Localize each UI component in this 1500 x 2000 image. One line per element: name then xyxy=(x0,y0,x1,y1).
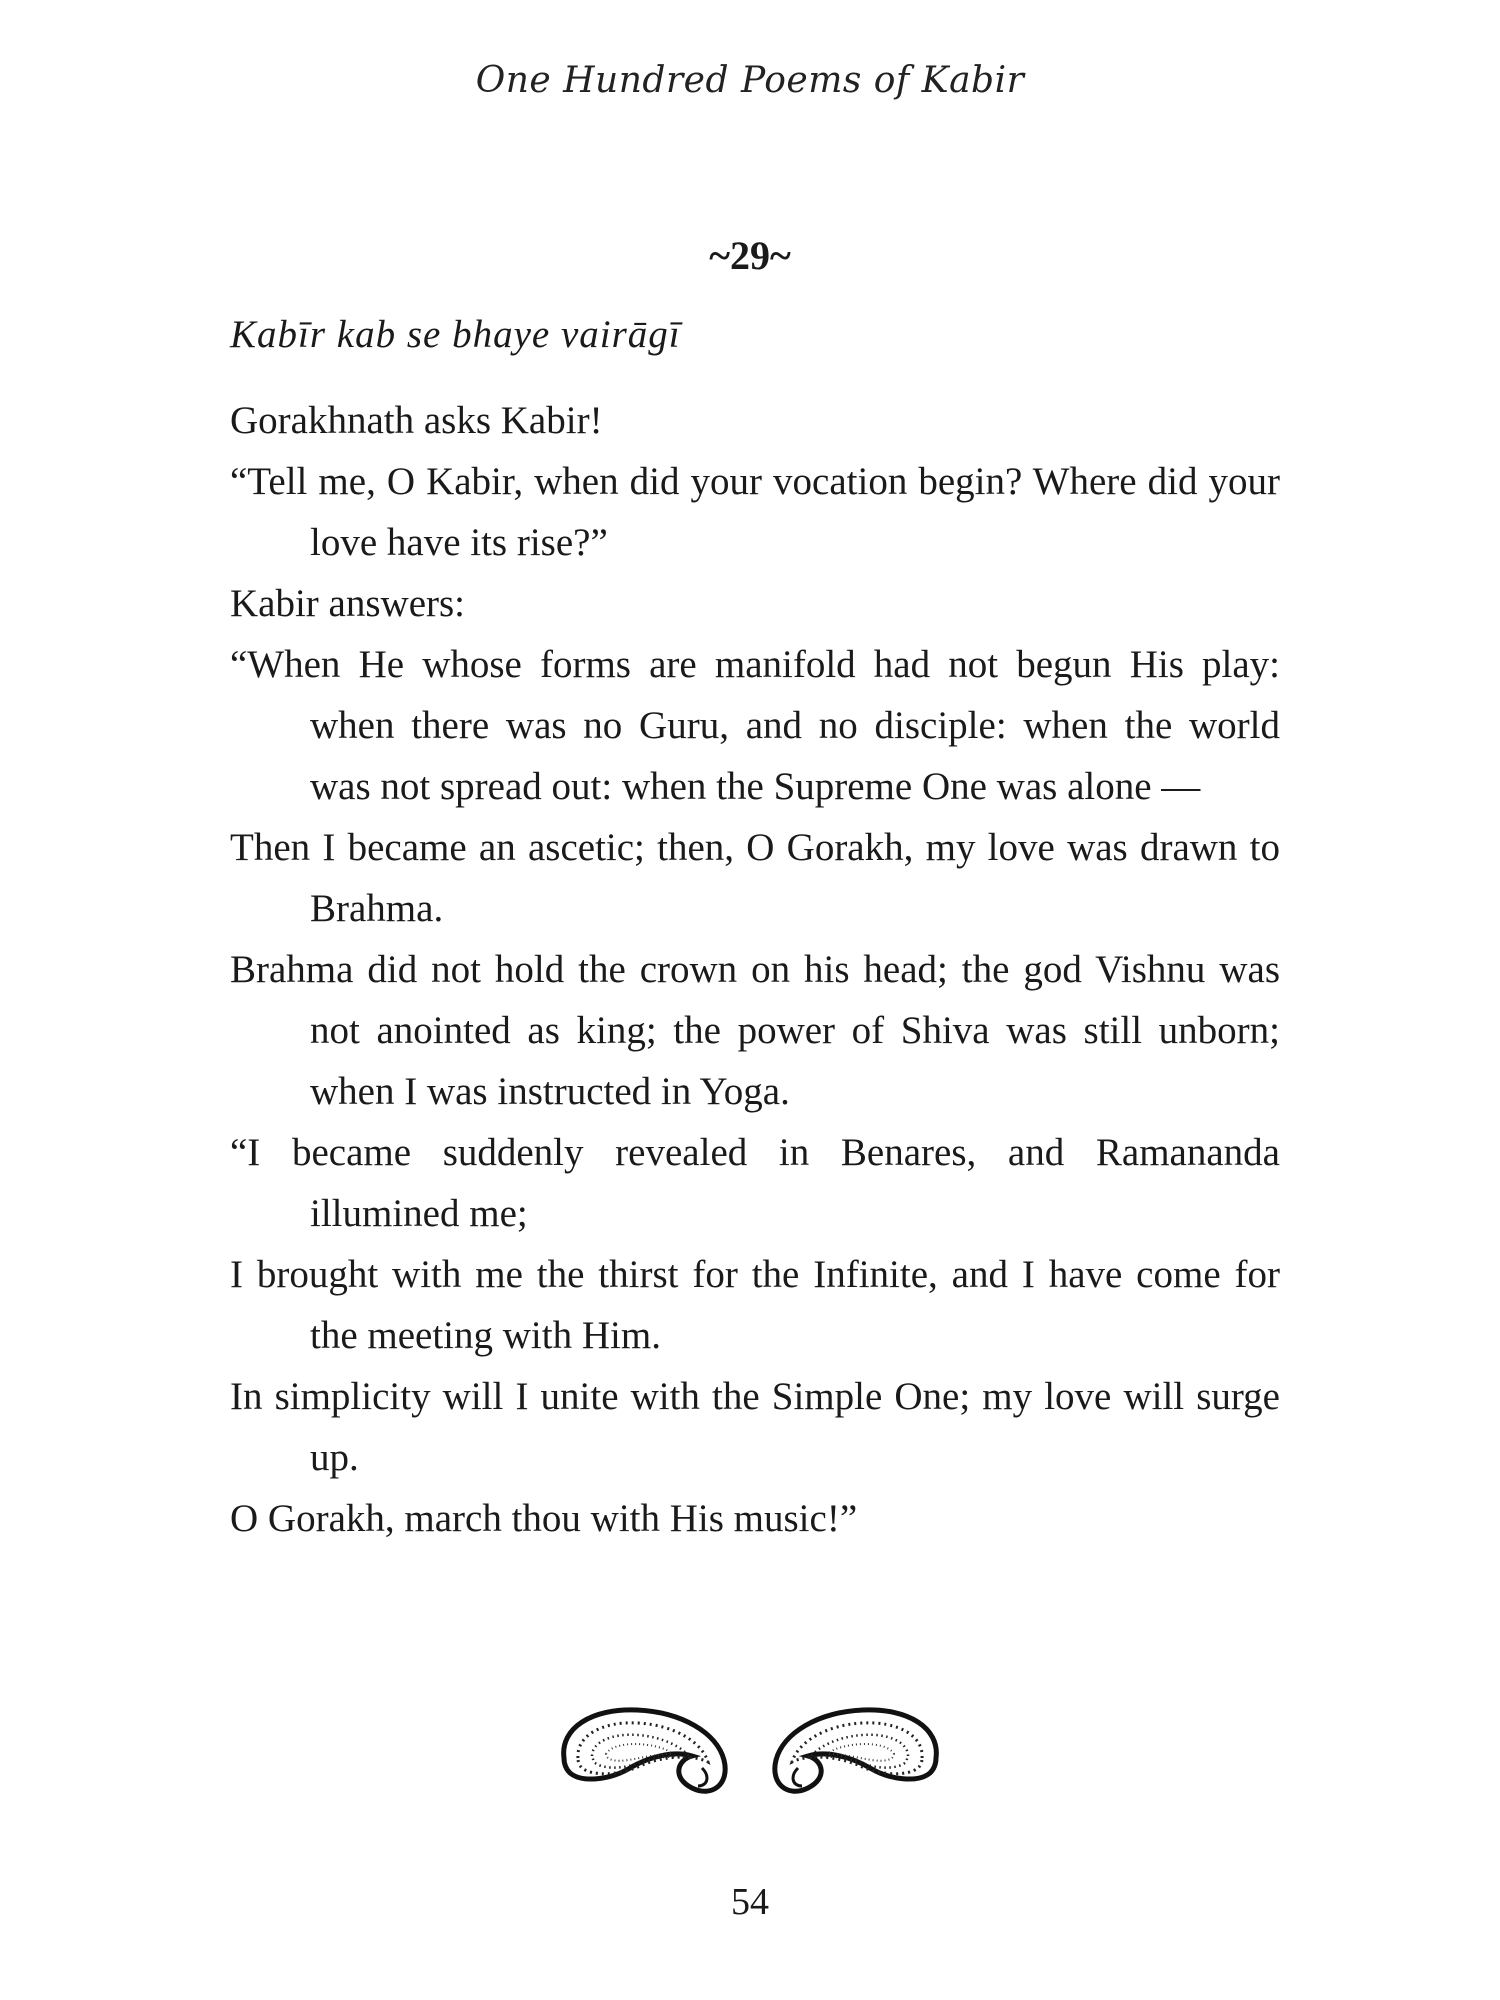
poem-number: ~29~ xyxy=(709,233,791,278)
poem-line: In simplicity will I unite with the Simple One; my love will surge up. xyxy=(230,1375,1280,1479)
paisley-ornament-icon xyxy=(550,1688,950,1808)
poem-line: Then I became an ascetic; then, O Gorakh, my love was drawn to Brahma. xyxy=(230,826,1280,930)
poem-line: I brought with me the thirst for the Infinite, and I have come for the meeting with Him. xyxy=(230,1253,1280,1357)
poem-body xyxy=(230,390,1280,1549)
poem-line: Gorakhnath asks Kabir! xyxy=(230,399,603,442)
poem-line: “When He whose forms are manifold had not begun His play: when there was no Guru, and no disciple: when the world was not spread out: when the Supreme One was alone — xyxy=(230,643,1280,808)
poem-line: O Gorakh, march thou with His music!” xyxy=(230,1497,858,1540)
running-head-title: One Hundred Poems of Kabir xyxy=(475,60,1025,101)
page-number: 54 xyxy=(731,1881,769,1923)
poem-first-line-title: Kabīr kab se bhaye vairāgī xyxy=(230,313,681,356)
poem-line: “I became suddenly revealed in Benares, and Ramananda illumined me; xyxy=(230,1131,1280,1235)
poem-line: “Tell me, O Kabir, when did your vocation begin? Where did your love have its rise?” xyxy=(230,460,1280,564)
poem-line: Kabir answers: xyxy=(230,582,466,625)
poem-line: Brahma did not hold the crown on his head; the god Vishnu was not anointed as king; the power of Shiva was still unborn; when I was instructed in Yoga. xyxy=(230,948,1280,1113)
